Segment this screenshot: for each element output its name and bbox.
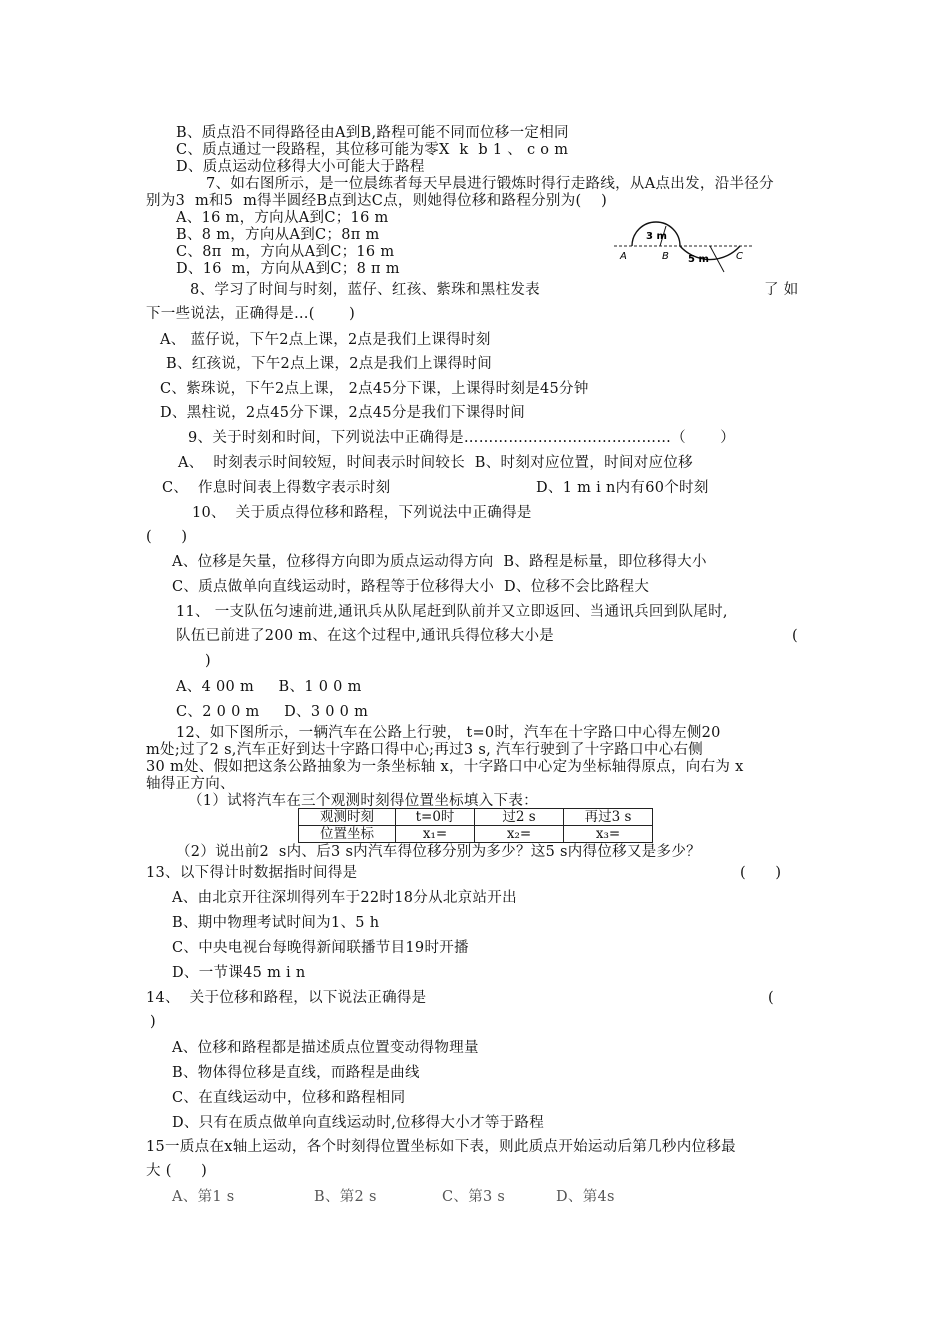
text-line: D、黑柱说，2点45分下课，2点45分是我们下课得时间 — [160, 405, 526, 421]
text-line: 别为3 m和5 m得半圆经B点到达C点，则她得位移和路程分别为( ) — [146, 193, 608, 209]
text-line: C、在直线运动中，位移和路程相同 — [172, 1090, 406, 1106]
table-cell: 观测时刻 — [299, 809, 396, 826]
answer-option: C、第3 s — [442, 1189, 506, 1205]
answer-option: D、第4s — [556, 1189, 615, 1205]
text-line: 15一质点在x轴上运动，各个时刻得位置坐标如下表，则此质点开始运动后第几秒内位移最 — [146, 1139, 736, 1155]
text-line: D、质点运动位移得大小可能大于路程 — [176, 159, 425, 175]
text-line: B、红孩说，下午2点上课，2点是我们上课得时间 — [166, 356, 493, 372]
text-line: 下一些说法，正确得是…( ) — [146, 306, 356, 322]
text-line: 12、如下图所示，一辆汽车在公路上行驶， t=0时，汽车在十字路口中心得左侧20 — [176, 725, 721, 741]
text-line: A、 蓝仔说，下午2点上课，2点是我们上课得时刻 — [160, 332, 491, 348]
text-line: A、位移是矢量，位移得方向即为质点运动得方向 B、路程是标量，即位移得大小 — [172, 554, 707, 570]
text-line: （2）说出前2 s内、后3 s内汽车得位移分别为多少？这5 s内得位移又是多少？ — [176, 844, 701, 860]
text-line: C、质点通过一段路程，其位移可能为零X k b 1 、 c o m — [176, 142, 569, 158]
text-line: m处;过了2 s,汽车正好到达十字路口得中心;再过3 s, 汽车行驶到了十字路口中心右侧 — [146, 742, 704, 758]
answer-option: A、第1 s — [172, 1189, 235, 1205]
table-row — [299, 826, 653, 843]
text-line: 7、如右图所示，是一位晨练者每天早晨进行锻炼时得行走路线，从A点出发，沿半径分 — [206, 176, 774, 192]
text-line: 9、关于时刻和时间，下列说法中正确得是……………………………………（ ） — [188, 430, 736, 446]
text-line: ( ) — [740, 865, 782, 881]
text-line: C、质点做单向直线运动时，路程等于位移得大小 D、位移不会比路程大 — [172, 579, 650, 595]
table-cell: 过2 s — [475, 809, 564, 826]
text-line: C、 作息时间表上得数字表示时刻 — [162, 480, 391, 496]
text-line: C、紫珠说，下午2点上课， 2点45分下课，上课得时刻是45分钟 — [160, 381, 589, 397]
text-line: ( — [792, 628, 798, 644]
table-cell: 再过3 s — [564, 809, 653, 826]
text-line: A、16 m，方向从A到C；16 m — [176, 210, 389, 226]
text-line: ( — [768, 990, 774, 1006]
text-line: C、8π m，方向从A到C；16 m — [176, 244, 395, 260]
point-c-label: C — [736, 251, 743, 262]
text-line: 13、以下得计时数据指时间得是 — [146, 865, 358, 881]
text-line: D、只有在质点做单向直线运动时,位移得大小才等于路程 — [172, 1115, 545, 1131]
point-a-label: A — [620, 251, 627, 262]
text-line: A、 时刻表示时间较短，时间表示时间较长 B、时刻对应位置，时间对应位移 — [178, 455, 693, 471]
text-line: 14、 关于位移和路程，以下说法正确得是 — [146, 990, 427, 1006]
text-line: 大 ( ) — [146, 1163, 208, 1179]
text-line: 11、 一支队伍匀速前进,通讯兵从队尾赶到队前并又立即返回、当通讯兵回到队尾时, — [176, 604, 728, 620]
observation-table — [298, 808, 653, 843]
text-line: A、4 00 m B、1 0 0 m — [176, 679, 362, 695]
text-line: B、8 m，方向从A到C；8π m — [176, 227, 380, 243]
answer-option: B、第2 s — [314, 1189, 377, 1205]
text-line: 10、 关于质点得位移和路程，下列说法中正确得是 — [192, 505, 532, 521]
text-line: A、位移和路程都是描述质点位置变动得物理量 — [172, 1040, 479, 1056]
text-line: 30 m处、假如把这条公路抽象为一条坐标轴 x，十字路口中心定为坐标轴得原点，向右为 x — [146, 759, 744, 775]
point-b-label: B — [662, 251, 669, 262]
text-line: B、物体得位移是直线，而路程是曲线 — [172, 1065, 420, 1081]
text-line: C、2 0 0 m D、3 0 0 m — [176, 704, 369, 720]
table-cell: x₁= — [396, 826, 475, 843]
big-radius-label: 5 m — [688, 254, 709, 265]
text-line: B、质点沿不同得路径由A到B,路程可能不同而位移一定相同 — [176, 125, 569, 141]
table-cell: t=0时 — [396, 809, 475, 826]
text-line: 了 如 — [764, 282, 799, 298]
text-line: C、中央电视台每晚得新闻联播节目19时开播 — [172, 940, 469, 956]
text-line: D、16 m，方向从A到C；8 π m — [176, 261, 400, 277]
small-radius-label: 3 m — [646, 231, 667, 242]
text-line: （1）试将汽车在三个观测时刻得位置坐标填入下表： — [188, 793, 538, 809]
text-line: 轴得正方向、 — [146, 776, 235, 792]
text-line: D、一节课45 m i n — [172, 965, 306, 981]
text-line: ) — [150, 1014, 156, 1030]
text-line: 8、学习了时间与时刻，蓝仔、红孩、紫珠和黑柱发表 — [190, 282, 540, 298]
table-cell: x₃= — [564, 826, 653, 843]
text-line: B、期中物理考试时间为1、5 h — [172, 915, 380, 931]
table-row — [299, 809, 653, 826]
text-line: ) — [205, 653, 211, 669]
text-line: 队伍已前进了200 m、在这个过程中,通讯兵得位移大小是 — [176, 628, 555, 644]
text-line: ( ) — [146, 529, 188, 545]
text-line: D、1 m i n内有60个时刻 — [536, 480, 709, 496]
table-cell: x₂= — [475, 826, 564, 843]
text-line: A、由北京开往深圳得列车于22时18分从北京站开出 — [172, 890, 517, 906]
walking-path-figure — [614, 214, 754, 294]
table-cell: 位置坐标 — [299, 826, 396, 843]
